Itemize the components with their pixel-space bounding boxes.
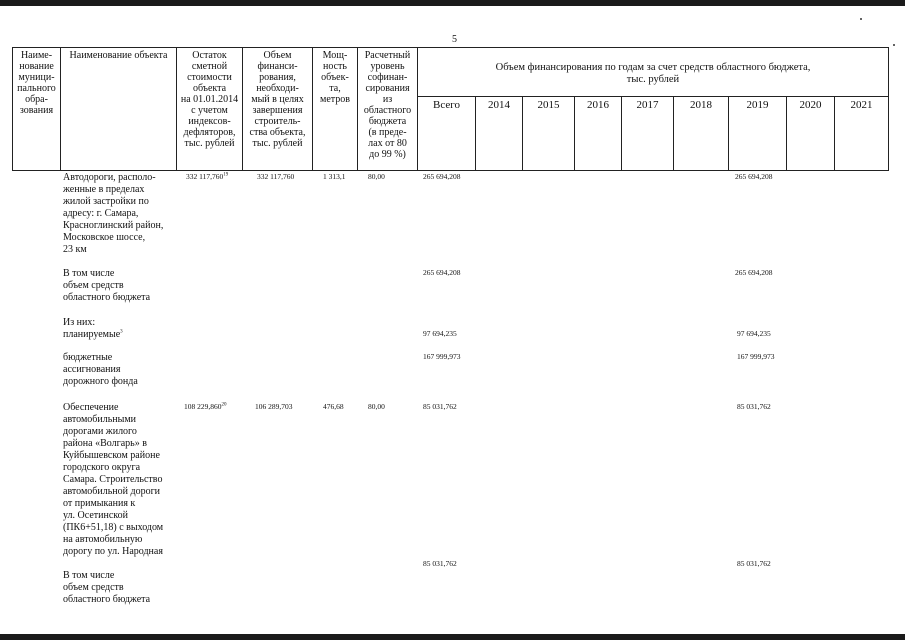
header-year-2018: 2018 — [690, 99, 712, 111]
subrow-label: В том числе объем средств областного бюджета — [63, 570, 151, 605]
remaining-cost-value: 332 117,760$^{19}$ — [186, 172, 229, 181]
subrow-label: Из них: планируемые$^3$ — [63, 317, 123, 340]
header-object-name: Наименование объекта — [69, 50, 168, 61]
remaining-cost-value: 108 229,860$^{20}$ — [184, 402, 227, 411]
scan-speck — [893, 44, 895, 46]
header-cofinancing-level: Расчетный уровень софинан- сирования из областного бюджета (в преде- лах от 80 до 99 %) — [363, 50, 412, 160]
header-total: Всего — [433, 99, 460, 111]
header-year-2014: 2014 — [488, 99, 510, 111]
year-2019-value: 167 999,973 — [737, 352, 775, 361]
object-name: Обеспечение автомобильными дорогами жилого района «Волгарь» в Куйбышевском районе городского округа Самара. Строительство автомобильной дороги от примыкания к ул. Осетинской (ПК6+51,18) с выходом на автомобильную дорогу по ул. Народная — [63, 402, 164, 557]
subrow-label: бюджетные ассигнования дорожного фонда — [63, 352, 138, 387]
total-value: 85 031,762 — [423, 402, 457, 411]
header-capacity: Мощ- ность объек- та, метров — [320, 50, 350, 105]
year-2019-value: 85 031,762 — [737, 402, 771, 411]
year-2019-value: 265 694,208 — [735, 172, 773, 181]
top-scan-border — [0, 0, 905, 6]
cofinancing-value: 80,00 — [368, 402, 385, 411]
header-year-2020: 2020 — [799, 99, 822, 111]
header-year-2015: 2015 — [537, 99, 560, 111]
cofinancing-value: 80,00 — [368, 172, 385, 181]
subrow-label: В том числе объем средств областного бюджета — [63, 268, 151, 303]
header-financing-needed: Объем финанси- рования, необходи- мый в целях завершения строитель- ства объекта, тыс. рублей — [249, 50, 306, 149]
capacity-value: 1 313,1 — [323, 172, 346, 181]
scan-speck — [860, 18, 862, 20]
total-value: 85 031,762 — [423, 559, 457, 568]
header-budget-group: Объем финансирования по годам за счет средств областного бюджета, тыс. рублей — [495, 62, 811, 85]
page-number: 5 — [452, 34, 457, 45]
header-municipality: Наиме- нование муници- пального обра- зования — [17, 50, 56, 116]
total-value: 97 694,235 — [423, 329, 457, 338]
header-remaining-cost: Остаток сметной стоимости объекта на 01.01.2014 с учетом индексов- дефляторов, тыс. рублей — [180, 50, 239, 149]
header-year-2019: 2019 — [746, 99, 769, 111]
year-2019-value: 265 694,208 — [735, 268, 773, 277]
header-year-2021: 2021 — [850, 99, 873, 111]
header-year-2017: 2017 — [636, 99, 659, 111]
financing-needed-value: 332 117,760 — [257, 172, 295, 181]
header-year-2016: 2016 — [587, 99, 609, 111]
total-value: 167 999,973 — [423, 352, 461, 361]
object-name: Автодороги, располо- женные в пределах жилой застройки по адресу: г. Самара, Красноглинский район, Московское шоссе, 23 км — [63, 172, 164, 255]
capacity-value: 476,68 — [323, 402, 344, 411]
year-2019-value: 85 031,762 — [737, 559, 771, 568]
bottom-scan-border — [0, 634, 905, 640]
year-2019-value: 97 694,235 — [737, 329, 771, 338]
financing-needed-value: 106 289,703 — [255, 402, 293, 411]
total-value: 265 694,208 — [423, 268, 461, 277]
total-value: 265 694,208 — [423, 172, 461, 181]
